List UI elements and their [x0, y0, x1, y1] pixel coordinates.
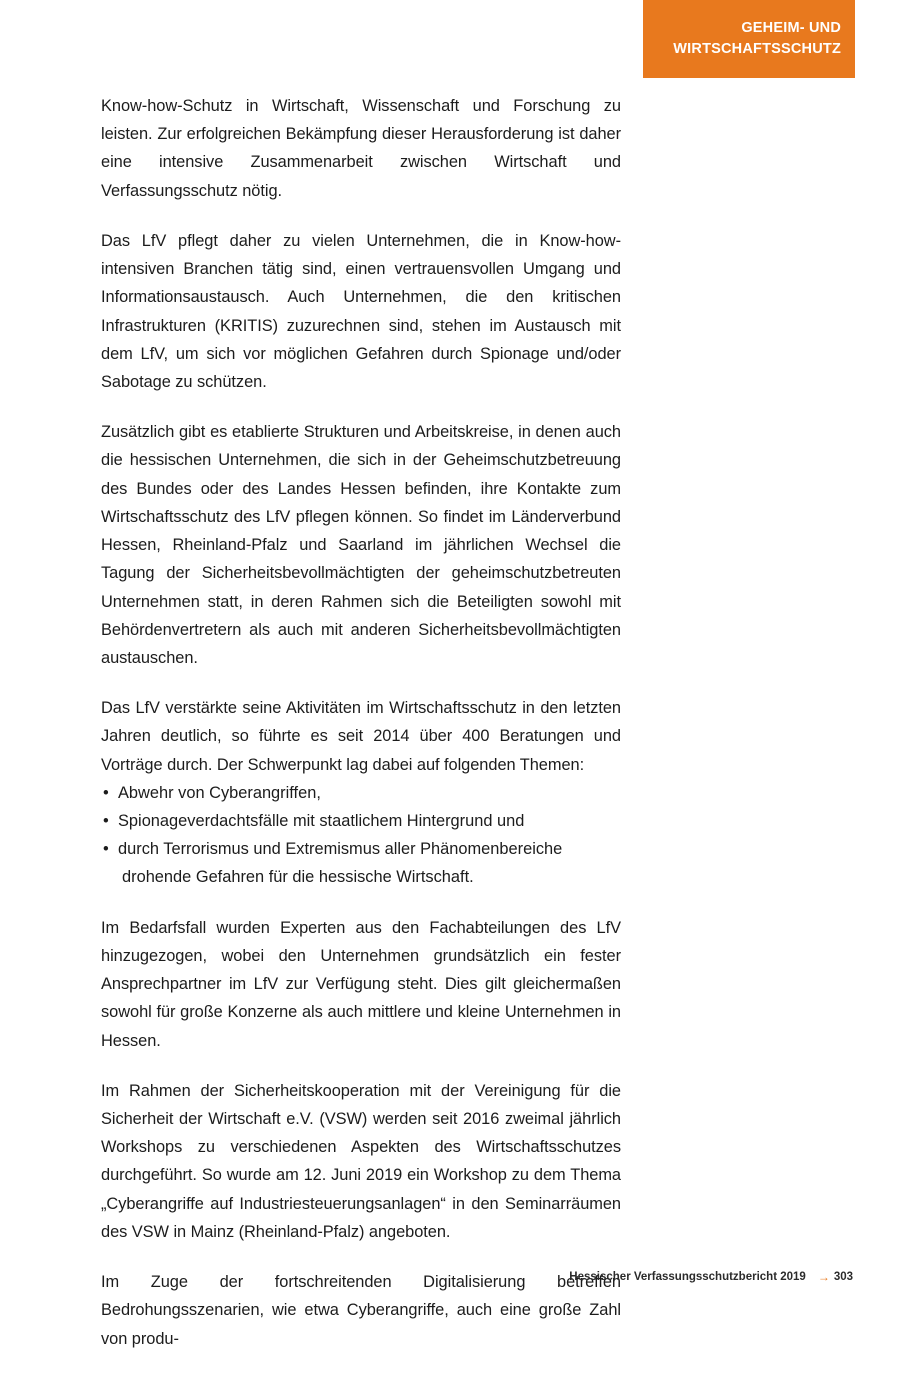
page-footer	[101, 1270, 853, 1284]
paragraph: Das LfV pflegt daher zu vielen Unternehmen, die in Know-how-intensiven Branchen tätig sind, einen vertrauensvollen Umgang und Informationsaustausch. Auch Unternehmen, die den kritischen Infrastrukturen (KRITIS) zuzurechnen sind, stehen im Austausch mit dem LfV, um sich vor möglichen Gefahren durch Spionage und/oder Sabotage zu schützen.	[101, 231, 621, 391]
paragraph: Im Zuge der fortschreitenden Digitalisierung betreffen Bedrohungsszenarien, wie etwa Cyberangriffe, auch eine große Zahl von produ-	[101, 1273, 621, 1348]
footer-title: Hessischer Verfassungsschutzbericht 2019	[569, 1271, 806, 1283]
section-header-tab	[643, 0, 855, 78]
paragraph: Zusätzlich gibt es etablierte Strukturen und Arbeitskreise, in denen auch die hessischen Unternehmen, die sich in der Geheimschutzbetreuung des Bundes oder des Landes Hessen befinden, ihre Kontakte zum Wirtschaftsschutz des LfV pflegen können. So findet im Länderverbund Hessen, Rheinland-Pfalz und Saarland im jährlichen Wechsel die Tagung der Sicherheitsbevollmächtigten der geheimschutzbetreuten Unternehmen statt, in deren Rahmen sich die Beteiligten sowohl mit Behördenvertretern als auch mit anderen Sicherheitsbevollmächtigten austauschen.	[101, 423, 621, 667]
list-item	[101, 807, 621, 835]
list-item-text: Spionageverdachtsfälle mit staatlichem Hintergrund und	[118, 812, 525, 831]
page-number: 303	[833, 1271, 853, 1283]
section-header-line-2: WIRTSCHAFTSSCHUTZ	[673, 41, 841, 57]
paragraph: Im Bedarfsfall wurden Experten aus den Fachabteilungen des LfV hinzugezogen, wobei den Unternehmen grundsätzlich ein fester Ansprechpartner im LfV zur Verfügung steht. Dies gilt gleichermaßen sowohl für große Konzerne als auch mittlere und kleine Unternehmen in Hessen.	[101, 918, 621, 1050]
page-body	[101, 92, 621, 1375]
paragraph: Know-how-Schutz in Wirtschaft, Wissenschaft und Forschung zu leisten. Zur erfolgreichen Bekämpfung dieser Herausforderung ist daher eine intensive Zusammenarbeit zwischen Wirtschaft und Verfassungsschutz nötig.	[101, 97, 621, 200]
list-item-text: durch Terrorismus und Extremismus aller Phänomenbereiche	[118, 840, 563, 859]
paragraph: Das LfV verstärkte seine Aktivitäten im Wirtschaftsschutz in den letzten Jahren deutlich, so führte es seit 2014 über 400 Beratungen und Vorträge durch. Der Schwerpunkt lag dabei auf folgenden Themen:	[101, 699, 621, 774]
list-item-text-continuation: drohende Gefahren für die hessische Wirtschaft.	[122, 868, 474, 887]
paragraph: Im Rahmen der Sicherheitskooperation mit der Vereinigung für die Sicherheit der Wirtschaft e.V. (VSW) werden seit 2016 zweimal jährlich Workshops zu verschiedenen Aspekten des Wirtschaftsschutzes durchgeführt. So wurde am 12. Juni 2019 ein Workshop zu dem Thema „Cyberangriffe auf Industriesteuerungsanlagen“ in den Seminarräumen des VSW in Mainz (Rheinland-Pfalz) angeboten.	[101, 1081, 621, 1241]
arrow-right-icon: →	[817, 1270, 830, 1284]
bullet-list	[101, 779, 621, 892]
section-header-line-1: GEHEIM- UND	[741, 19, 841, 36]
list-item-text: Abwehr von Cyberangriffen,	[118, 783, 321, 802]
list-item	[101, 779, 621, 807]
list-item	[101, 835, 621, 891]
